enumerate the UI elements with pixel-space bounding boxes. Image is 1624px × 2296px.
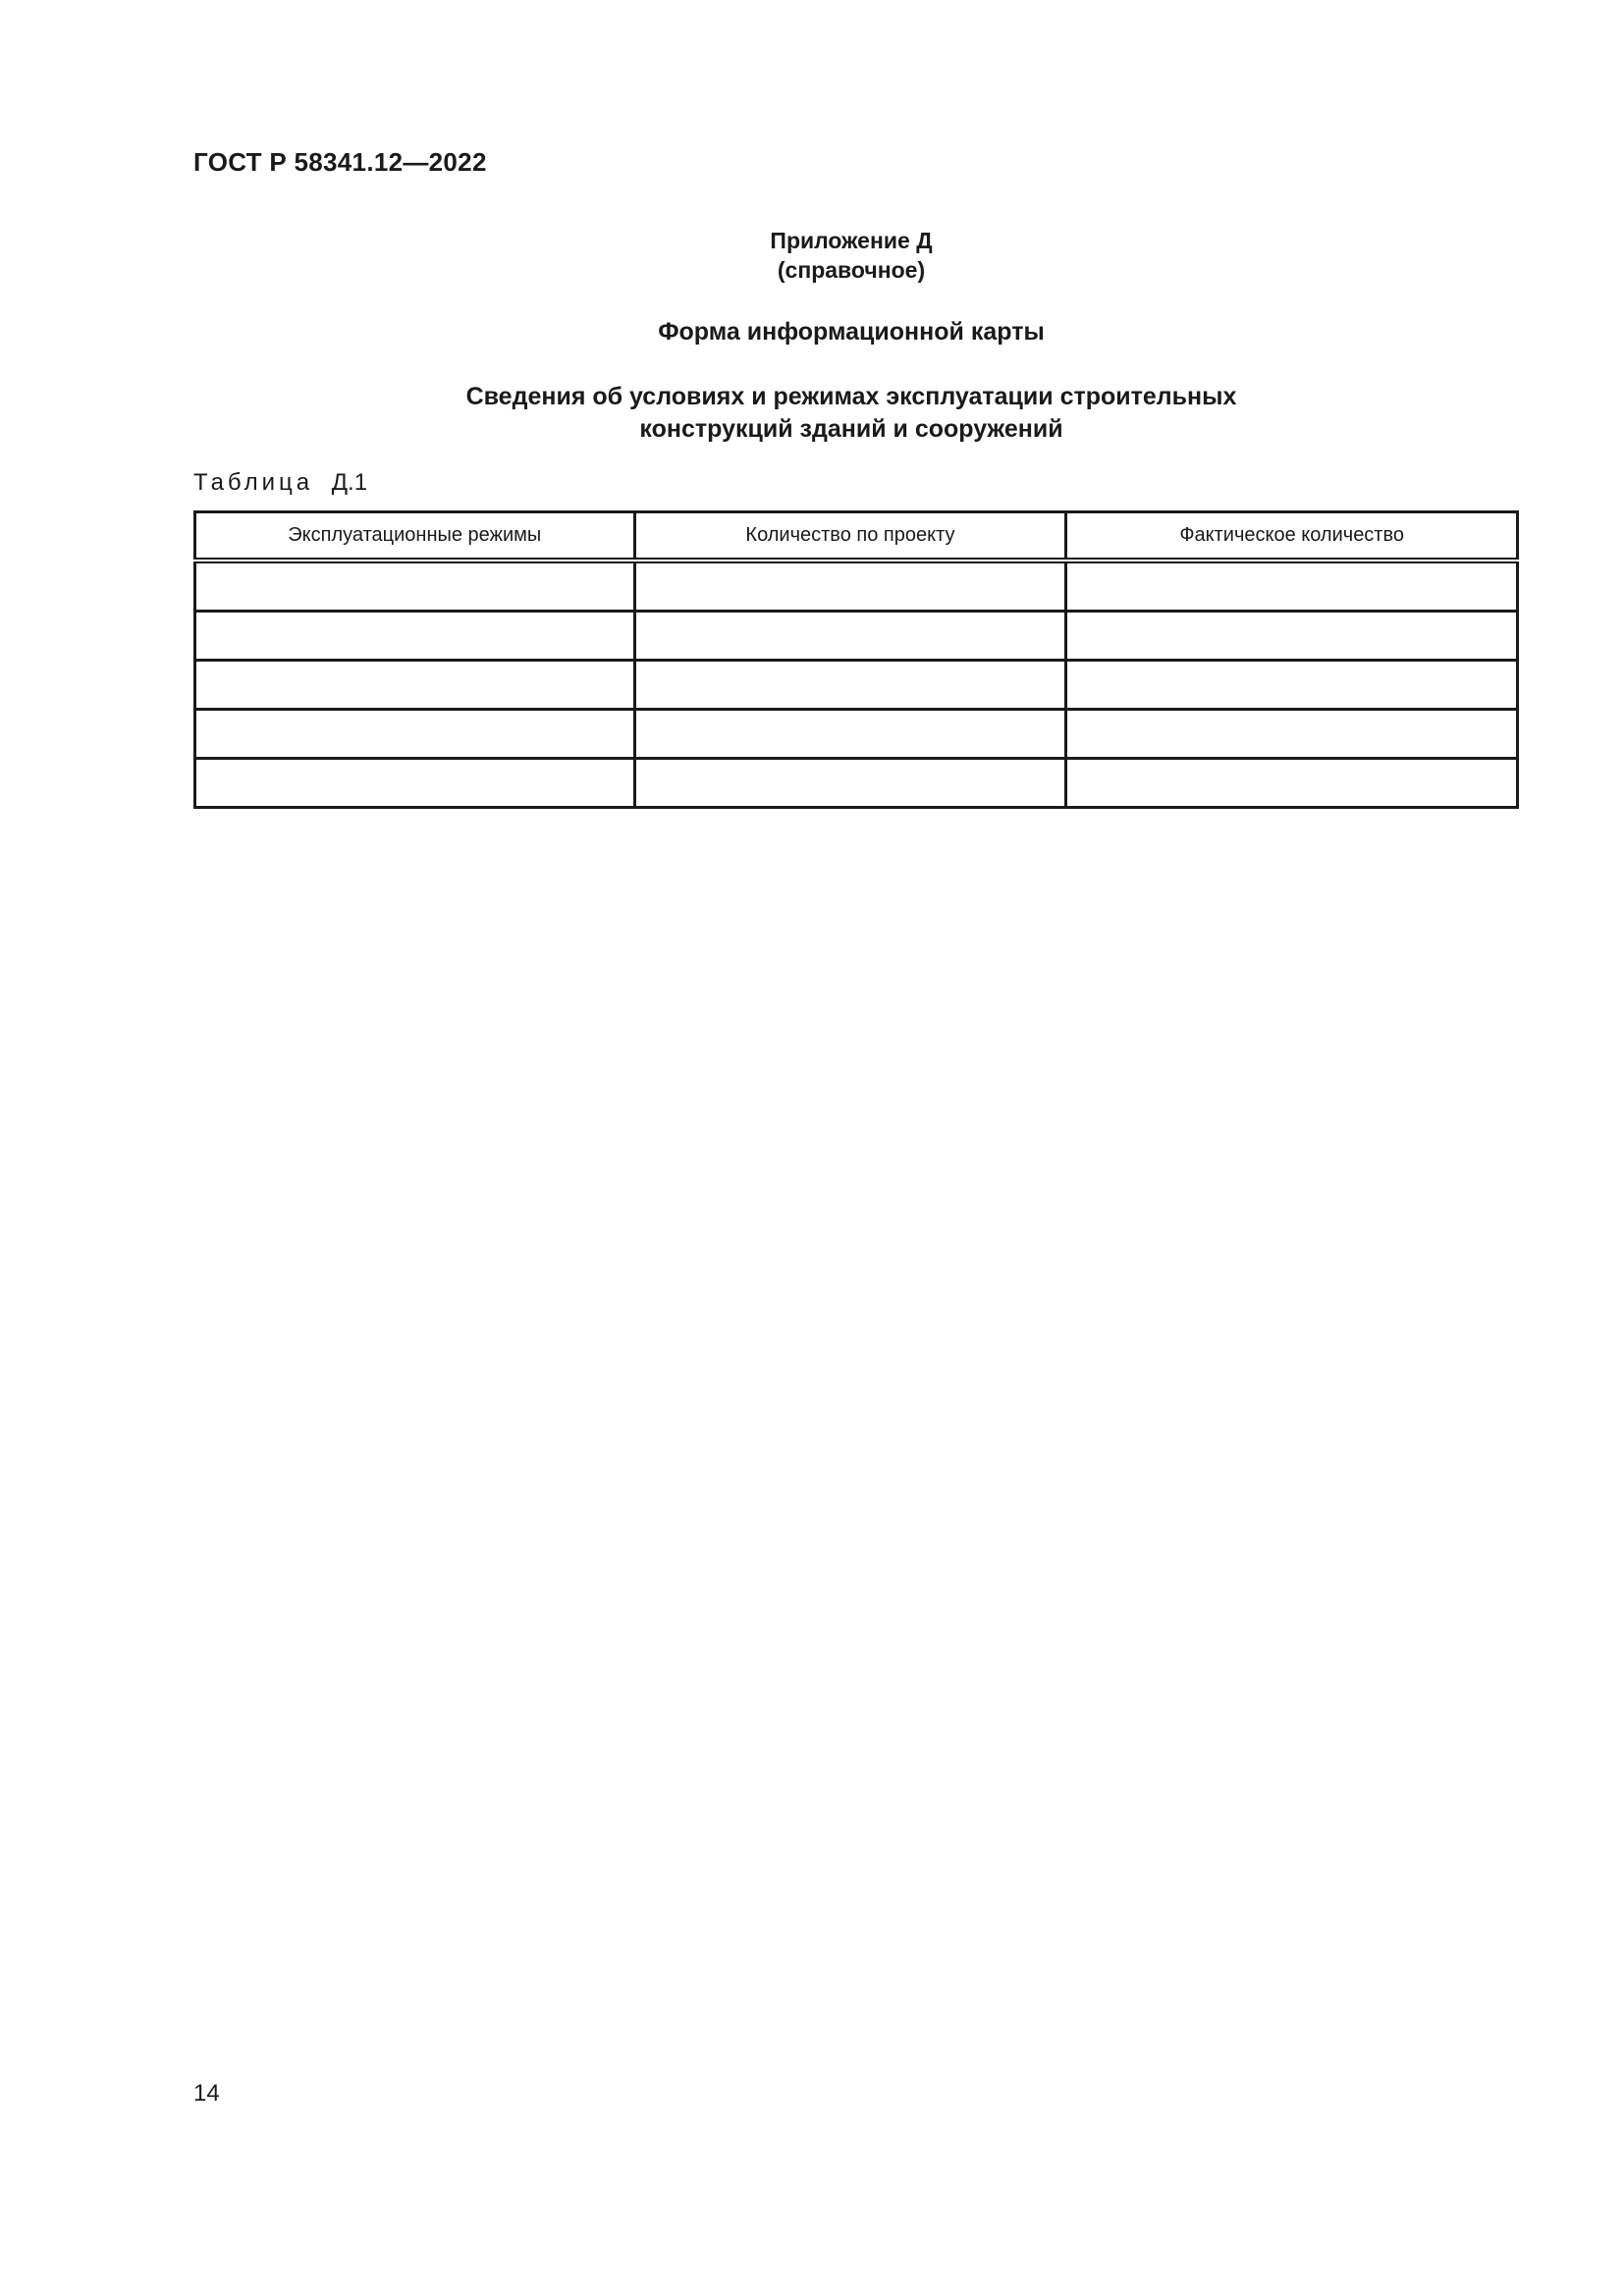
appendix-heading	[0, 226, 1624, 285]
table-cell	[195, 710, 635, 759]
table-row	[195, 710, 1518, 759]
table-cell	[634, 612, 1066, 661]
table-header-row	[195, 512, 1518, 561]
table-caption-number: Д.1	[331, 469, 368, 496]
subtitle-line-2: конструкций зданий и сооружений	[639, 415, 1063, 443]
appendix-type: (справочное)	[777, 257, 926, 283]
table-cell	[1066, 612, 1518, 661]
form-title: Форма информационной карты	[658, 318, 1045, 346]
table-cell	[1066, 710, 1518, 759]
table-cell	[195, 759, 635, 808]
table-cell	[634, 759, 1066, 808]
table-cell	[1066, 759, 1518, 808]
table-row	[195, 661, 1518, 710]
table-caption-word: Таблица	[193, 469, 314, 496]
appendix-label: Приложение Д	[770, 228, 933, 253]
table-row	[195, 561, 1518, 612]
table-row	[195, 759, 1518, 808]
subtitle-line-1: Сведения об условиях и режимах эксплуатации строительных	[465, 383, 1237, 410]
column-header-operating-modes: Эксплуатационные режимы	[195, 512, 635, 561]
page-number: 14	[193, 2080, 220, 2107]
info-card-table	[193, 510, 1519, 809]
table-cell	[195, 561, 635, 612]
table-cell	[1066, 561, 1518, 612]
table-cell	[634, 561, 1066, 612]
table-cell	[634, 661, 1066, 710]
document-code: ГОСТ Р 58341.12—2022	[193, 147, 487, 177]
table-cell	[1066, 661, 1518, 710]
column-header-design-quantity: Количество по проекту	[634, 512, 1066, 561]
table-cell	[195, 612, 635, 661]
table-cell	[195, 661, 635, 710]
table-caption	[193, 469, 367, 497]
table-cell	[634, 710, 1066, 759]
table-row	[195, 612, 1518, 661]
section-subtitle	[0, 381, 1624, 446]
column-header-actual-quantity: Фактическое количество	[1066, 512, 1518, 561]
